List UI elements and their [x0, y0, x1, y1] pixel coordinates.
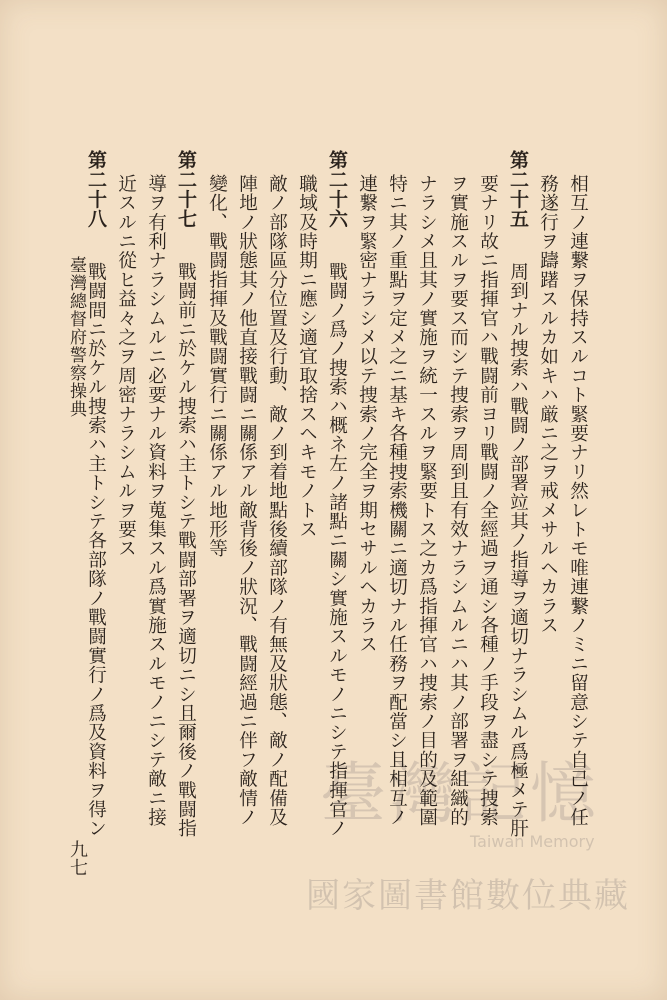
text-column: 戰闘間ニ於ケル捜索ハ主トシテ各部隊ノ戰闘實行ノ爲及資料ヲ得ン [85, 262, 107, 838]
article-heading: 第二十六 [326, 150, 348, 229]
watermark-script-text: 臺灣記憶 [320, 755, 600, 832]
page-number: 九七 [67, 840, 88, 876]
text-column: 戰闘ノ爲ノ捜索ハ概ネ左ノ諸點ニ關シ實施スルモノニシテ指揮官ノ [326, 262, 348, 838]
watermark-english-text: Taiwan Memory [470, 832, 595, 851]
text-column: 特ニ其ノ重點ヲ定メ之ニ基キ各種捜索機關ニ適切ナル任務ヲ配當シ且相互ノ [386, 174, 408, 827]
text-column: 戰闘前ニ於ケル捜索ハ主トシテ戰闘部署ヲ適切ニシ且爾後ノ戰闘指 [175, 262, 197, 838]
text-column: 敵ノ部隊區分位置及行動、敵ノ到着地點後續部隊ノ有無及狀態、敵ノ配備及 [266, 174, 288, 827]
text-column: 務遂行ヲ躊躇スルカ如キハ厳ニ之ヲ戒メサルヘカラス [537, 174, 559, 635]
text-column: 要ナリ故ニ指揮官ハ戰闘前ヨリ戰闘ノ全經過ヲ通シ各種ノ手段ヲ盡シテ捜索 [477, 174, 499, 827]
book-title: 臺灣總督府警察操典 [66, 256, 86, 418]
text-column: 陣地ノ狀態其ノ他直接戰闘ニ關係アル敵背後ノ狀況、戰闘經過ニ伴フ敵情ノ [236, 174, 258, 827]
watermark-chinese-text: 國家圖書館數位典藏 [306, 876, 630, 916]
text-column: 近スルニ從ヒ益々之ヲ周密ナラシムルヲ要ス [115, 174, 137, 558]
text-column: 連繋ヲ緊密ナラシメ以テ捜索ノ完全ヲ期セサルヘカラス [356, 174, 378, 654]
text-column: 相互ノ連繋ヲ保持スルコト緊要ナリ然レトモ唯連繋ノミニ留意シテ自己ノ任 [567, 174, 589, 827]
article-heading: 第二十五 [507, 150, 529, 229]
text-column: ナラシメ且其ノ實施ヲ統一スルヲ緊要トス之カ爲指揮官ハ捜索ノ目的及範圍 [416, 174, 438, 827]
text-column: 導ヲ有利ナラシムルニ必要ナル資料ヲ蒐集スル爲實施スルモノニシテ敵ニ接 [145, 174, 167, 827]
text-column: 職域及時期ニ應シ適宜取捨スヘキモノトス [296, 174, 318, 539]
article-heading: 第二十八 [85, 150, 107, 229]
text-column: ヲ實施スルヲ要ス而シテ捜索ヲ周到且有效ナラシムルニハ其ノ部署ヲ組織的 [447, 174, 469, 827]
text-column: 變化、戰闘指揮及戰闘實行ニ關係アル地形等 [206, 174, 228, 558]
text-column: 周到ナル捜索ハ戰闘ノ部署竝其ノ指導ヲ適切ナラシムル爲極メテ肝 [507, 262, 529, 838]
article-heading: 第二十七 [175, 150, 197, 229]
